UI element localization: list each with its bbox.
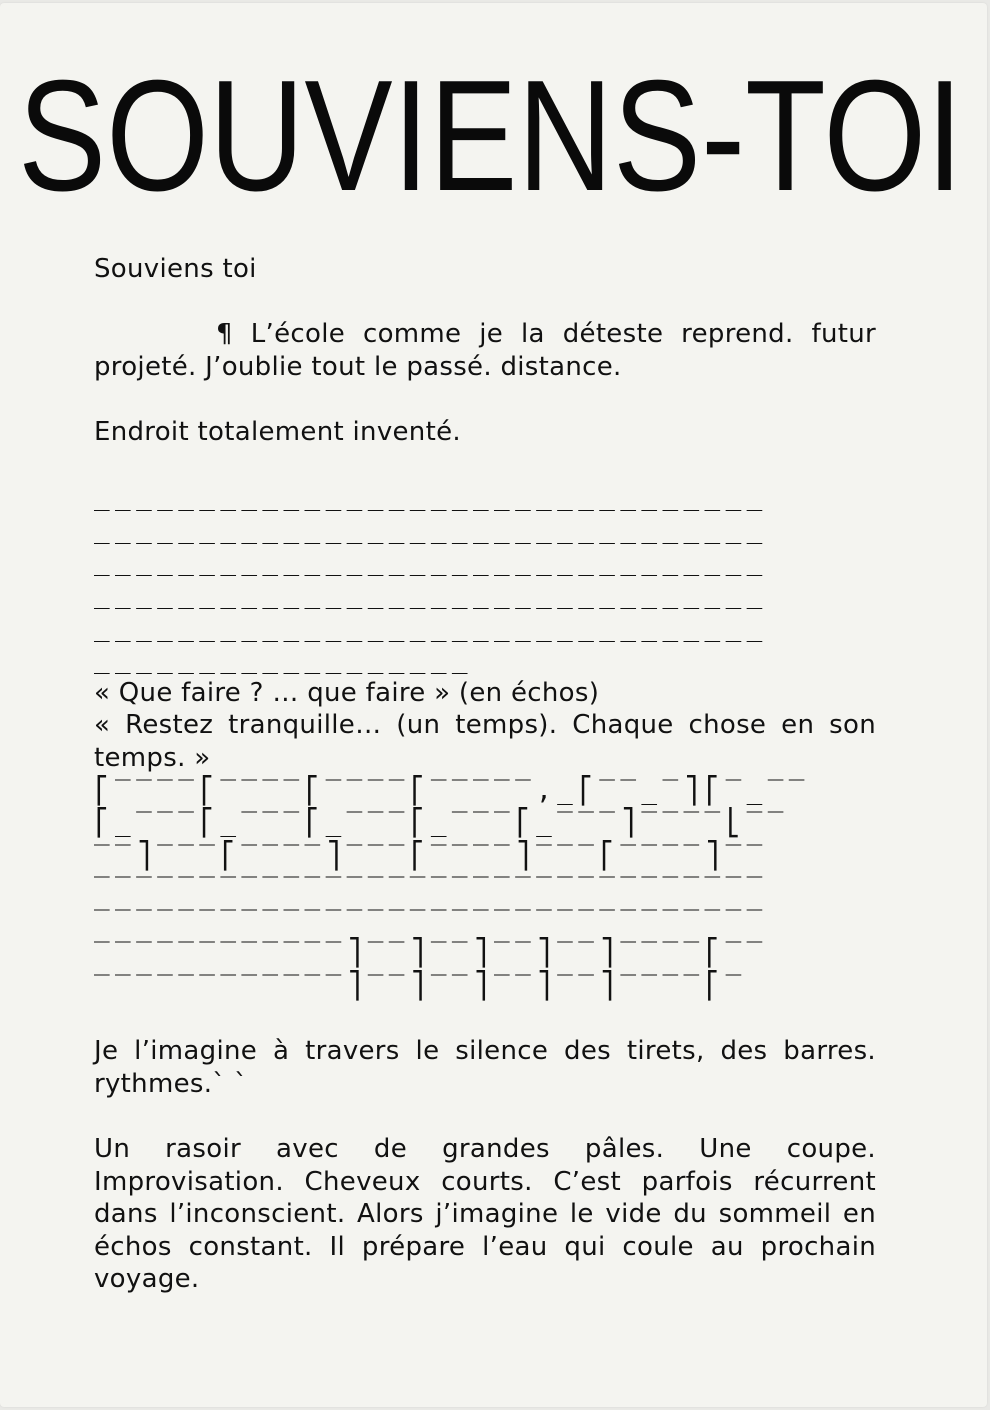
dash-line: ⎡_‾‾‾⎡_‾‾‾⎡_‾‾‾⎡_‾‾‾⎡_‾‾‾⎤‾‾‾‾⎣‾‾ <box>94 808 789 839</box>
paragraph-school: ¶ L’école comme je la déteste reprend. futur projeté. J’oublie tout le passé. distance. <box>94 319 876 382</box>
page-title <box>0 3 987 213</box>
dash-line: ________________________________ <box>94 612 768 643</box>
dash-line: ________________________________ <box>94 514 768 545</box>
dash-line: ________________________________ <box>94 482 768 513</box>
document-body <box>94 253 876 1296</box>
dash-line: ‾‾⎤‾‾‾⎡‾‾‾‾⎤‾‾‾⎡‾‾‾‾⎤‾‾‾⎡‾‾‾‾⎤‾‾ <box>94 840 768 871</box>
dash-line: ‾‾‾‾‾‾‾‾‾‾‾‾⎤‾‾⎤‾‾⎤‾‾⎤‾‾⎤‾‾‾‾⎡‾‾ <box>94 938 768 969</box>
paragraph-invented-place: Endroit totalement inventé. <box>94 416 461 447</box>
dash-line: __________________ <box>94 645 473 676</box>
dash-line: ‾‾‾‾‾‾‾‾‾‾‾‾⎤‾‾⎤‾‾⎤‾‾⎤‾‾⎤‾‾‾‾⎡‾ <box>94 971 747 1002</box>
dash-line: ⎡‾‾‾‾⎡‾‾‾‾⎡‾‾‾‾⎡‾‾‾‾‾,_⎡‾‾_‾⎤⎡‾_‾‾ <box>94 775 810 806</box>
title-text: SOUVIENS-TOI <box>18 48 963 213</box>
dash-line: ‾‾‾‾‾‾‾‾‾‾‾‾‾‾‾‾‾‾‾‾‾‾‾‾‾‾‾‾‾‾‾‾ <box>94 905 768 936</box>
dash-block-b <box>94 775 876 1003</box>
quote-line: « Que faire ? … que faire » (en échos) <box>94 677 600 708</box>
paragraph-razor: Un rasoir avec de grandes pâles. Une coupe. Improvisation. Cheveux courts. C’est parfois récurrent dans l’inconscient. Alors j’imagine le vide du sommeil en échos constant. Il prépare l’eau qui coule au prochain voyage. <box>94 1134 876 1295</box>
dash-line: ________________________________ <box>94 579 768 610</box>
dash-line: ________________________________ <box>94 547 768 578</box>
section-heading: Souviens toi <box>94 254 257 284</box>
document-page <box>0 3 987 1407</box>
quote-line: « Restez tranquille… (un temps). Chaque chose en son temps. » <box>94 710 876 773</box>
dash-block-a <box>94 481 876 677</box>
paragraph-silence: Je l’imagine à travers le silence des tirets, des barres. rythmes.` ` <box>94 1036 876 1099</box>
dash-line: ‾‾‾‾‾‾‾‾‾‾‾‾‾‾‾‾‾‾‾‾‾‾‾‾‾‾‾‾‾‾‾‾ <box>94 873 768 904</box>
